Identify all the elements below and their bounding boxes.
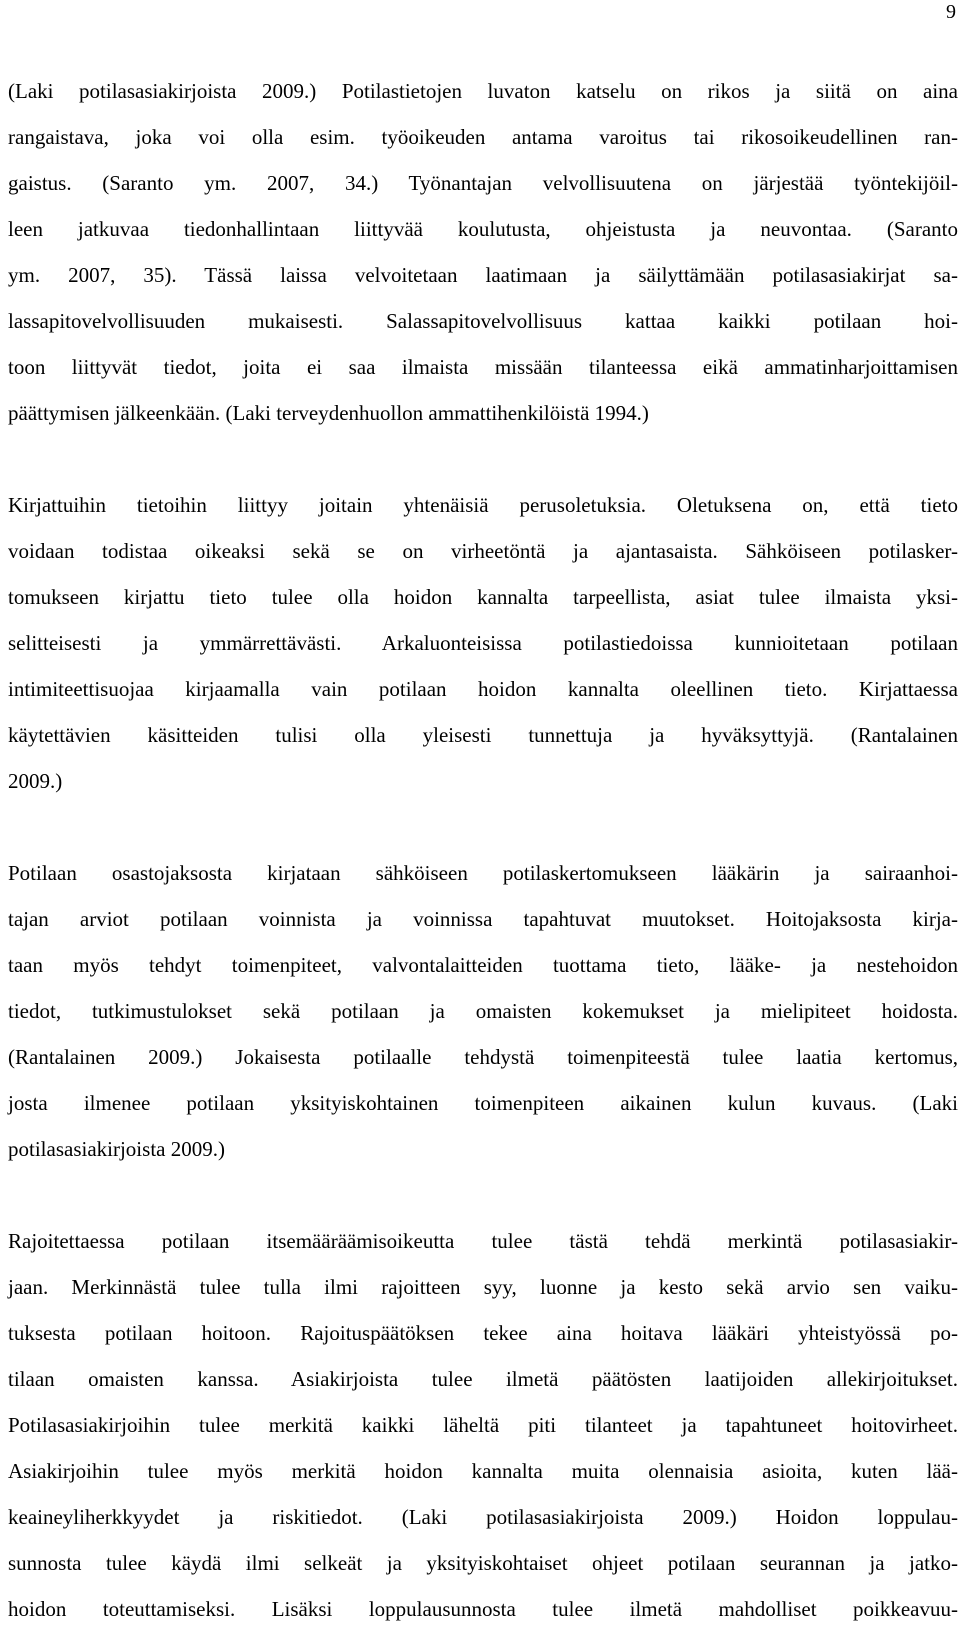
page-body (8, 68, 958, 1632)
text-line: tuksesta potilaan hoitoon. Rajoituspäätöksen tekee aina hoitava lääkäri yhteistyössä po- (8, 1321, 958, 1345)
text-line: Potilaan osastojaksosta kirjataan sähköiseen potilaskertomukseen lääkärin ja sairaanhoi- (8, 861, 958, 885)
paragraph (8, 68, 958, 436)
paragraph (8, 850, 958, 1172)
text-line: sunnosta tulee käydä ilmi selkeät ja yksityiskohtaiset ohjeet potilaan seurannan ja jatko- (8, 1551, 958, 1575)
text-line: rangaistava, joka voi olla esim. työoikeuden antama varoitus tai rikosoikeudellinen ran- (8, 125, 958, 149)
text-line: Asiakirjoihin tulee myös merkitä hoidon kannalta muita olennaisia asioita, kuten lää- (8, 1459, 958, 1483)
text-line: josta ilmenee potilaan yksityiskohtainen toimenpiteen aikainen kulun kuvaus. (Laki (8, 1091, 958, 1115)
text-line: (Rantalainen 2009.) Jokaisesta potilaalle tehdystä toimenpiteestä tulee laatia kertomus, (8, 1045, 958, 1069)
text-line: taan myös tehdyt toimenpiteet, valvontalaitteiden tuottama tieto, lääke- ja nestehoidon (8, 953, 958, 977)
text-line: tomukseen kirjattu tieto tulee olla hoidon kannalta tarpeellista, asiat tulee ilmaista yksi- (8, 585, 958, 609)
text-line: käytettävien käsitteiden tulisi olla yleisesti tunnettuja ja hyväksyttyjä. (Rantalainen (8, 723, 958, 747)
text-line: Potilasasiakirjoihin tulee merkitä kaikki läheltä piti tilanteet ja tapahtuneet hoitovirheet. (8, 1413, 958, 1437)
paragraph-gap (8, 436, 958, 482)
paragraph (8, 1218, 958, 1632)
text-line: tajan arviot potilaan voinnista ja voinnissa tapahtuvat muutokset. Hoitojaksosta kirja- (8, 907, 958, 931)
text-line: keaineyliherkkyydet ja riskitiedot. (Laki potilasasiakirjoista 2009.) Hoidon loppulau- (8, 1505, 958, 1529)
text-line: leen jatkuvaa tiedonhallintaan liittyvää koulutusta, ohjeistusta ja neuvontaa. (Saranto (8, 217, 958, 241)
text-line: lassapitovelvollisuuden mukaisesti. Salassapitovelvollisuus kattaa kaikki potilaan hoi- (8, 309, 958, 333)
text-line: potilasasiakirjoista 2009.) (8, 1137, 225, 1161)
paragraph-gap (8, 804, 958, 850)
text-line: Kirjattuihin tietoihin liittyy joitain yhtenäisiä perusoletuksia. Oletuksena on, että tieto (8, 493, 958, 517)
text-line: ym. 2007, 35). Tässä laissa velvoitetaan laatimaan ja säilyttämään potilasasiakirjat sa- (8, 263, 958, 287)
text-line: gaistus. (Saranto ym. 2007, 34.) Työnantajan velvollisuutena on järjestää työntekijöil- (8, 171, 958, 195)
text-line: (Laki potilasasiakirjoista 2009.) Potilastietojen luvaton katselu on rikos ja siitä on aina (8, 79, 958, 103)
text-line: intimiteettisuojaa kirjaamalla vain potilaan hoidon kannalta oleellinen tieto. Kirjattaessa (8, 677, 958, 701)
text-line: toon liittyvät tiedot, joita ei saa ilmaista missään tilanteessa eikä ammatinharjoittamisen (8, 355, 958, 379)
text-line: päättymisen jälkeenkään. (Laki terveydenhuollon ammattihenkilöistä 1994.) (8, 401, 649, 425)
paragraph (8, 482, 958, 804)
text-line: Rajoitettaessa potilaan itsemääräämisoikeutta tulee tästä tehdä merkintä potilasasiakir- (8, 1229, 958, 1253)
text-line: voidaan todistaa oikeaksi sekä se on virheetöntä ja ajantasaista. Sähköiseen potilasker- (8, 539, 958, 563)
text-line: 2009.) (8, 769, 63, 793)
text-line: jaan. Merkinnästä tulee tulla ilmi rajoitteen syy, luonne ja kesto sekä arvio sen vaiku- (8, 1275, 958, 1299)
paragraph-gap (8, 1172, 958, 1218)
text-line: hoidon toteuttamiseksi. Lisäksi loppulausunnosta tulee ilmetä mahdolliset poikkeavuu- (8, 1597, 958, 1621)
text-line: tiedot, tutkimustulokset sekä potilaan ja omaisten kokemukset ja mielipiteet hoidosta. (8, 999, 958, 1023)
page-number: 9 (946, 1, 956, 23)
text-line: selitteisesti ja ymmärrettävästi. Arkaluonteisissa potilastiedoissa kunnioitetaan potilaan (8, 631, 958, 655)
text-line: tilaan omaisten kanssa. Asiakirjoista tulee ilmetä päätösten laatijoiden allekirjoitukset. (8, 1367, 958, 1391)
